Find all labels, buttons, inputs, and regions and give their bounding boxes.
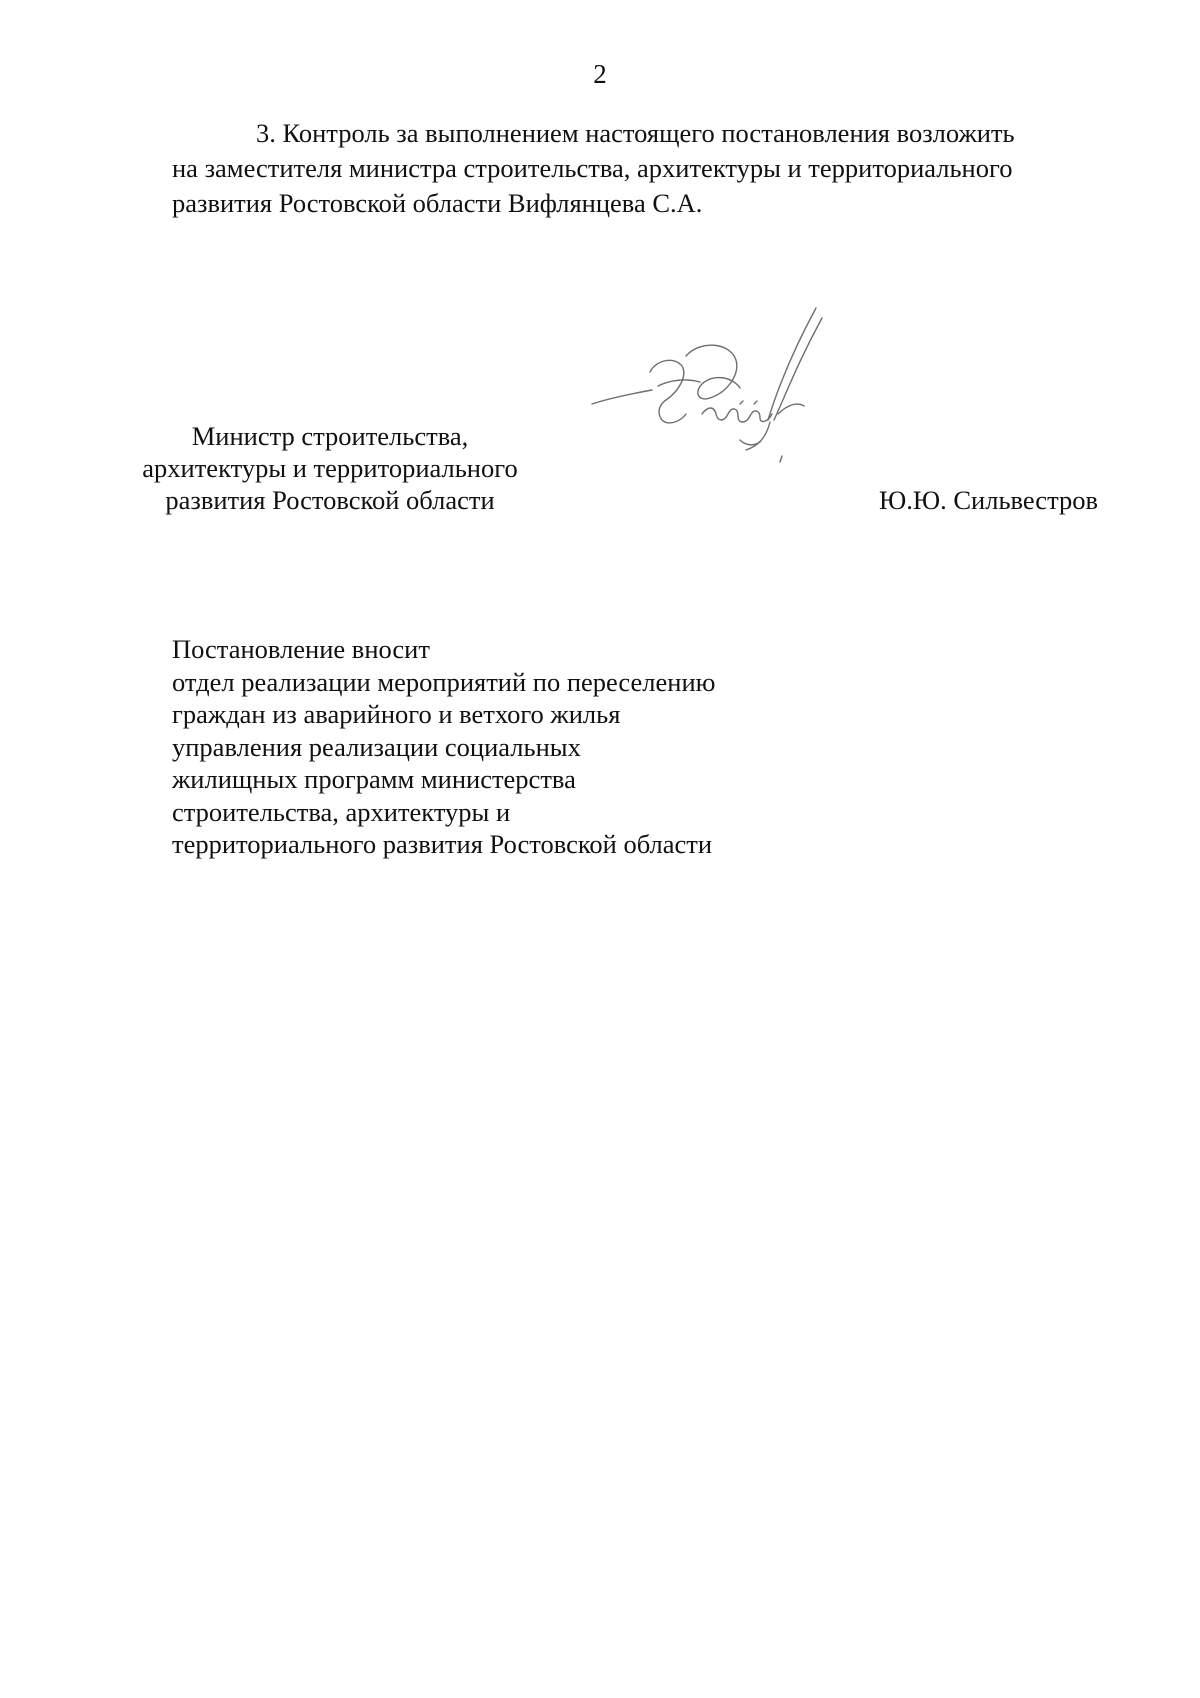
signatory-name: Ю.Ю. Сильвестров [879, 485, 1098, 515]
paragraph-line: 3. Контроль за выполнением настоящего постановления возложить [256, 118, 1015, 148]
signatory-position-line: архитектуры и территориального [142, 453, 518, 483]
signatory-position [120, 420, 540, 516]
paragraph-line: на заместителя министра строительства, архитектуры и территориального [172, 153, 1013, 183]
page-number: 2 [593, 59, 607, 89]
submitted-by-line: строительства, архитектуры и [172, 796, 511, 827]
submitted-by-line: Постановление вносит [172, 634, 430, 664]
submitted-by-line: управления реализации социальных [172, 731, 581, 762]
signatory-position-line: Министр строительства, [191, 421, 469, 451]
submitted-by-line: территориального развития Ростовской области [172, 829, 713, 859]
submitted-by-line: отдел реализации мероприятий по переселению [172, 666, 716, 697]
signatory-position-line: развития Ростовской области [165, 485, 495, 515]
paragraph-line: развития Ростовской области Вифлянцева С.А. [172, 188, 703, 218]
submitted-by-line: жилищных программ министерства [172, 764, 576, 794]
paragraph-control-clause [172, 116, 1072, 221]
submitted-by-block [172, 633, 872, 861]
handwritten-signature [590, 296, 860, 506]
submitted-by-line: граждан из аварийного и ветхого жилья [172, 699, 621, 729]
